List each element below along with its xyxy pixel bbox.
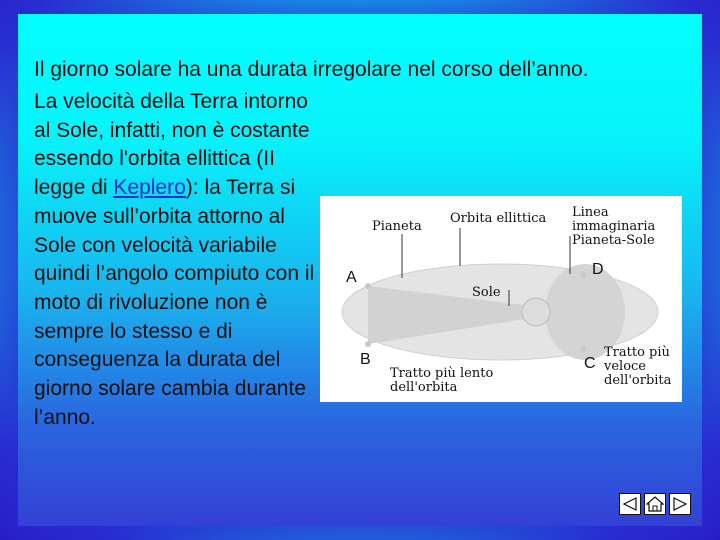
slide-paragraph [34, 88, 324, 432]
label-lento-2: dell'orbita [390, 380, 458, 395]
label-veloce-3: dell'orbita [604, 373, 672, 388]
prev-icon [622, 497, 638, 511]
prev-slide-button[interactable] [619, 493, 641, 515]
label-point-c: C [584, 355, 596, 372]
slide-title: Il giorno solare ha una durata irregolare nel corso dell’anno. [34, 58, 589, 81]
label-veloce-1: Tratto più [604, 345, 670, 360]
label-linea-3: Pianeta-Sole [572, 233, 655, 248]
label-linea-1: Linea [572, 205, 609, 220]
label-veloce-2: veloce [604, 359, 646, 374]
orbit-diagram [320, 196, 682, 402]
planet-dot-b [365, 341, 371, 347]
planet-dot-a [365, 283, 371, 289]
paragraph-text-start: La velocità della Terra intorno al Sole, infatti, non è costante essendo l'orbita ellittica (II legge di [34, 90, 310, 200]
home-icon [646, 496, 664, 512]
label-point-d: D [592, 261, 604, 278]
next-icon [672, 497, 688, 511]
label-linea-2: immaginaria [572, 219, 656, 234]
slide-navigation [619, 493, 691, 515]
next-slide-button[interactable] [669, 493, 691, 515]
planet-dot-c [580, 346, 586, 352]
label-point-b: B [360, 351, 371, 368]
label-pianeta: Pianeta [372, 219, 422, 234]
label-lento-1: Tratto più lento [390, 366, 494, 381]
label-orbita: Orbita ellittica [450, 211, 547, 226]
keplero-link[interactable]: Keplero [113, 176, 186, 200]
paragraph-text-end: ): la Terra si muove sull’orbita attorno al Sole con velocità variabile quindi l’angolo compiuto con il moto di rivoluzione non è sempre lo stesso e di conseguenza la durata del giorno solare cambia durante l’anno. [34, 176, 315, 429]
sun-shape [522, 298, 550, 326]
home-button[interactable] [644, 493, 666, 515]
planet-dot-d [580, 272, 586, 278]
label-point-a: A [346, 269, 357, 286]
label-sole: Sole [472, 285, 501, 300]
